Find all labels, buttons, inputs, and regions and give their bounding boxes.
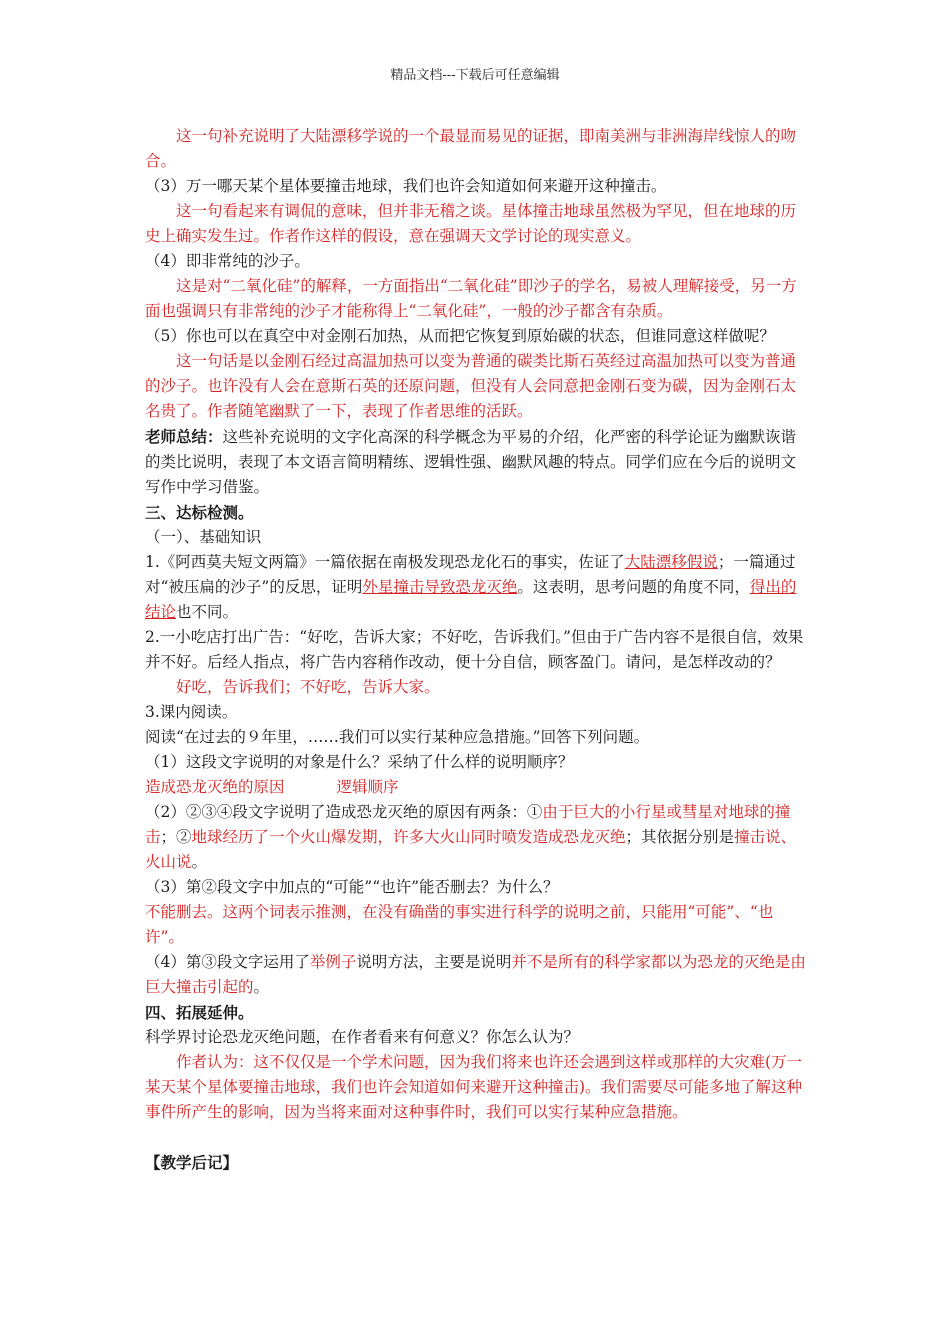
answer-fill: 地球经历了一个火山爆发期，许多大火山同时喷发造成恐龙灭绝 bbox=[191, 828, 626, 846]
answer-3-3: 不能删去。这两个词表示推测，在没有确凿的事实进行科学的说明之前，只能用“可能”、“也许”。 bbox=[145, 903, 774, 946]
question-text: 说明方法，主要是说明 bbox=[356, 953, 512, 971]
question-3-3: （3）第②段文字中加点的“可能”“也许”能否删去？为什么？ bbox=[145, 878, 559, 896]
question-text: ；② bbox=[160, 828, 192, 846]
teacher-summary bbox=[145, 424, 810, 500]
reading-instruction: 阅读“在过去的９年里，……我们可以实行某种应急措施。”回答下列问题。 bbox=[145, 728, 650, 746]
explanation-paragraph: 这一句看起来有调侃的意味，但并非无稽之谈。星体撞击地球虽然极为罕见，但在地球的历史上确实发生过。作者作这样的假设，意在强调天文学讨论的现实意义。 bbox=[145, 202, 797, 245]
answer-blank: 外星撞击导致恐龙灭绝 bbox=[362, 578, 518, 596]
quoted-sentence-3: （3）万一哪天某个星体要撞击地球，我们也许会知道如何来避开这种撞击。 bbox=[145, 177, 667, 195]
question-text: ；一篇通过对“被压扁的沙子”的反思，证明 bbox=[145, 553, 796, 596]
section-heading-3: 三、达标检测。 bbox=[145, 503, 254, 522]
answer-blank: 得出的结论 bbox=[145, 578, 797, 621]
quoted-sentence-4: （4）即非常纯的沙子。 bbox=[145, 252, 310, 270]
question-text: ；其依据分别是 bbox=[625, 828, 735, 846]
explanation-paragraph: 这是对“二氧化硅”的解释，一方面指出“二氧化硅”即沙子的学名，易被人理解接受，另一方面也强调只有非常纯的沙子才能称得上“二氧化硅”，一般的沙子都含有杂质。 bbox=[145, 277, 797, 320]
question-text: （2）②③④段文字说明了造成恐龙灭绝的原因有两条：① bbox=[145, 803, 543, 821]
question-3-2 bbox=[145, 800, 810, 875]
teaching-notes-heading: 【教学后记】 bbox=[145, 1153, 239, 1172]
question-text: 。 bbox=[253, 978, 270, 996]
question-3-1: （1）这段文字说明的对象是什么？采纳了什么样的说明顺序？ bbox=[145, 753, 574, 771]
subsection-heading: （一）、基础知识 bbox=[145, 528, 262, 546]
explanation-paragraph: 这一句话是以金刚石经过高温加热可以变为普通的碳类比斯石英经过高温加热可以变为普通的沙子。也许没有人会在意斯石英的还原问题，但没有人会同意把金刚石变为碳，因为金刚石太名贵了。作者随笔幽默了一下，表现了作者思维的活跃。 bbox=[145, 352, 797, 420]
question-2: 2.一小吃店打出广告：“好吃，告诉大家；不好吃，告诉我们。”但由于广告内容不是很自信，效果并不好。后经人指点，将广告内容稍作改动，便十分自信，顾客盈门。请问，是怎样改动的？ bbox=[145, 628, 804, 671]
question-3-4 bbox=[145, 950, 810, 1000]
explanation-paragraph: 这一句补充说明了大陆漂移学说的一个最显而易见的证据，即南美洲与非洲海岸线惊人的吻合。 bbox=[145, 127, 797, 170]
question-text: 1.《阿西莫夫短文两篇》一篇依据在南极发现恐龙化石的事实，佐证了 bbox=[145, 553, 625, 571]
answer-fill: 撞击说、火山说 bbox=[145, 828, 797, 871]
question-text: 。这表明，思考问题的角度不同， bbox=[517, 578, 750, 596]
page-header: 精品文档---下载后可任意编辑 bbox=[390, 68, 560, 83]
question-text: 。 bbox=[191, 853, 208, 871]
answer-fill: 由于巨大的小行星或彗星对地球的撞击 bbox=[145, 803, 791, 846]
question-4: 科学界讨论恐龙灭绝问题，在作者看来有何意义？你怎么认为？ bbox=[145, 1028, 580, 1046]
answer-blank: 大陆漂移假说 bbox=[624, 553, 718, 571]
question-text: 也不同。 bbox=[176, 603, 239, 621]
document-body bbox=[145, 124, 810, 1175]
answer-4: 作者认为：这不仅仅是一个学术问题，因为我们将来也许还会遇到这样或那样的大灾难(万一某天某个星体要撞击地球，我们也许会知道如何来避开这种撞击)。我们需要尽可能多地了解这种事件所产生的影响，因为当将来面对这种事件时，我们可以实行某种应急措施。 bbox=[145, 1053, 803, 1121]
answer-object: 造成恐龙灭绝的原因 bbox=[145, 778, 285, 796]
summary-text: 这些补充说明的文字化高深的科学概念为平易的介绍，化严密的科学论证为幽默诙谐的类比说明，表现了本文语言简明精练、逻辑性强、幽默风趣的特点。同学们应在今后的说明文写作中学习借鉴。 bbox=[145, 428, 797, 496]
section-heading-4: 四、拓展延伸。 bbox=[145, 1003, 254, 1022]
answer-fill: 并不是所有的科学家都以为恐龙的灭绝是由巨大撞击引起的 bbox=[145, 953, 806, 996]
answer-2: 好吃，告诉我们；不好吃，告诉大家。 bbox=[176, 678, 440, 696]
question-text: （4）第③段文字运用了 bbox=[145, 953, 310, 971]
question-1 bbox=[145, 550, 810, 625]
answer-fill: 举例子 bbox=[309, 953, 357, 971]
summary-label: 老师总结： bbox=[145, 427, 223, 446]
answer-3-1 bbox=[145, 775, 810, 800]
answer-order: 逻辑顺序 bbox=[336, 778, 399, 796]
quoted-sentence-5: （5）你也可以在真空中对金刚石加热，从而把它恢复到原始碳的状态，但谁同意这样做呢？ bbox=[145, 327, 775, 345]
question-3: 3.课内阅读。 bbox=[145, 703, 238, 721]
